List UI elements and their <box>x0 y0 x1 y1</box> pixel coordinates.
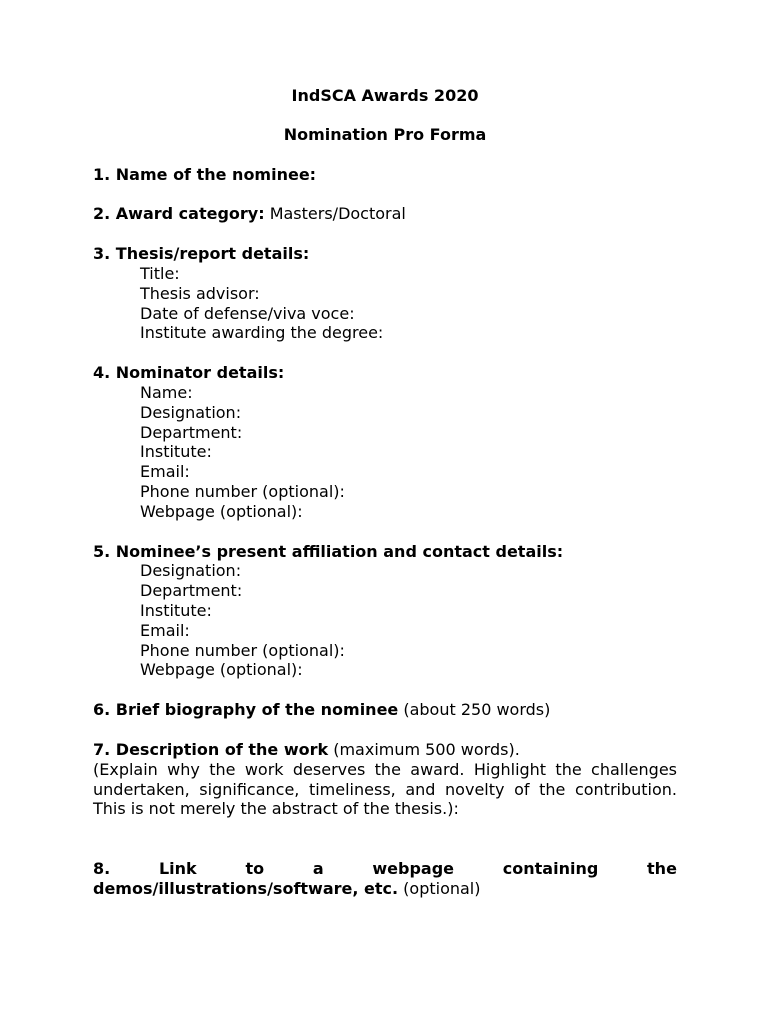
document-page <box>93 86 677 899</box>
section-heading: demos/illustrations/software, etc. <box>93 878 399 898</box>
field-label: Thesis advisor: <box>140 283 260 303</box>
heading-word: Link <box>158 859 197 879</box>
field-list <box>93 383 677 522</box>
field-label: Webpage (optional): <box>140 501 303 521</box>
section-heading: 4. Nominator details: <box>93 363 285 383</box>
field-list <box>93 264 677 343</box>
section-nominee-name <box>93 165 677 185</box>
heading-word: webpage <box>372 859 455 879</box>
field-label: Department: <box>140 581 243 601</box>
heading-word: to <box>245 859 265 879</box>
section-note: (optional) <box>398 878 481 898</box>
document-title: IndSCA Awards 2020 <box>291 86 479 105</box>
field-label: Designation: <box>140 561 242 581</box>
section-work-description <box>93 740 677 819</box>
section-webpage-link <box>93 859 677 899</box>
section-heading: 7. Description of the work <box>93 739 329 759</box>
field-label: Phone number (optional): <box>140 640 345 660</box>
section-heading-line <box>93 859 677 879</box>
field-label: Designation: <box>140 402 242 422</box>
section-heading: 2. Award category: <box>93 204 265 224</box>
field-label: Title: <box>140 263 180 283</box>
section-note: (maximum 500 words). <box>328 739 520 759</box>
heading-word: 8. <box>93 859 111 879</box>
field-label: Institute: <box>140 442 212 462</box>
award-category-value: Masters/Doctoral <box>264 204 406 224</box>
field-label: Institute awarding the degree: <box>140 323 384 343</box>
field-label: Institute: <box>140 600 212 620</box>
heading-word: a <box>312 859 324 879</box>
section-nominator-details <box>93 363 677 521</box>
field-label: Department: <box>140 422 243 442</box>
section-note: (about 250 words) <box>398 700 551 720</box>
section-award-category <box>93 204 677 224</box>
field-label: Email: <box>140 620 190 640</box>
section-biography <box>93 700 677 720</box>
section-heading: 6. Brief biography of the nominee <box>93 700 399 720</box>
heading-word: containing <box>502 859 599 879</box>
section-heading: 1. Name of the nominee: <box>93 164 317 184</box>
section-thesis-details <box>93 244 677 343</box>
field-label: Phone number (optional): <box>140 481 345 501</box>
field-list <box>93 561 677 680</box>
section-nominee-affiliation <box>93 542 677 681</box>
field-label: Date of defense/viva voce: <box>140 303 355 323</box>
section-heading: 5. Nominee’s present affiliation and contact details: <box>93 541 564 561</box>
field-label: Name: <box>140 382 193 402</box>
section-explanation: (Explain why the work deserves the award. Highlight the challenges undertaken, significance, timeliness, and novelty of the contribution. This is not merely the abstract of the thesis.): <box>93 759 677 819</box>
section-heading: 3. Thesis/report details: <box>93 244 310 264</box>
document-subtitle: Nomination Pro Forma <box>283 124 487 144</box>
heading-word: the <box>647 859 677 879</box>
field-label: Webpage (optional): <box>140 660 303 680</box>
field-label: Email: <box>140 462 190 482</box>
